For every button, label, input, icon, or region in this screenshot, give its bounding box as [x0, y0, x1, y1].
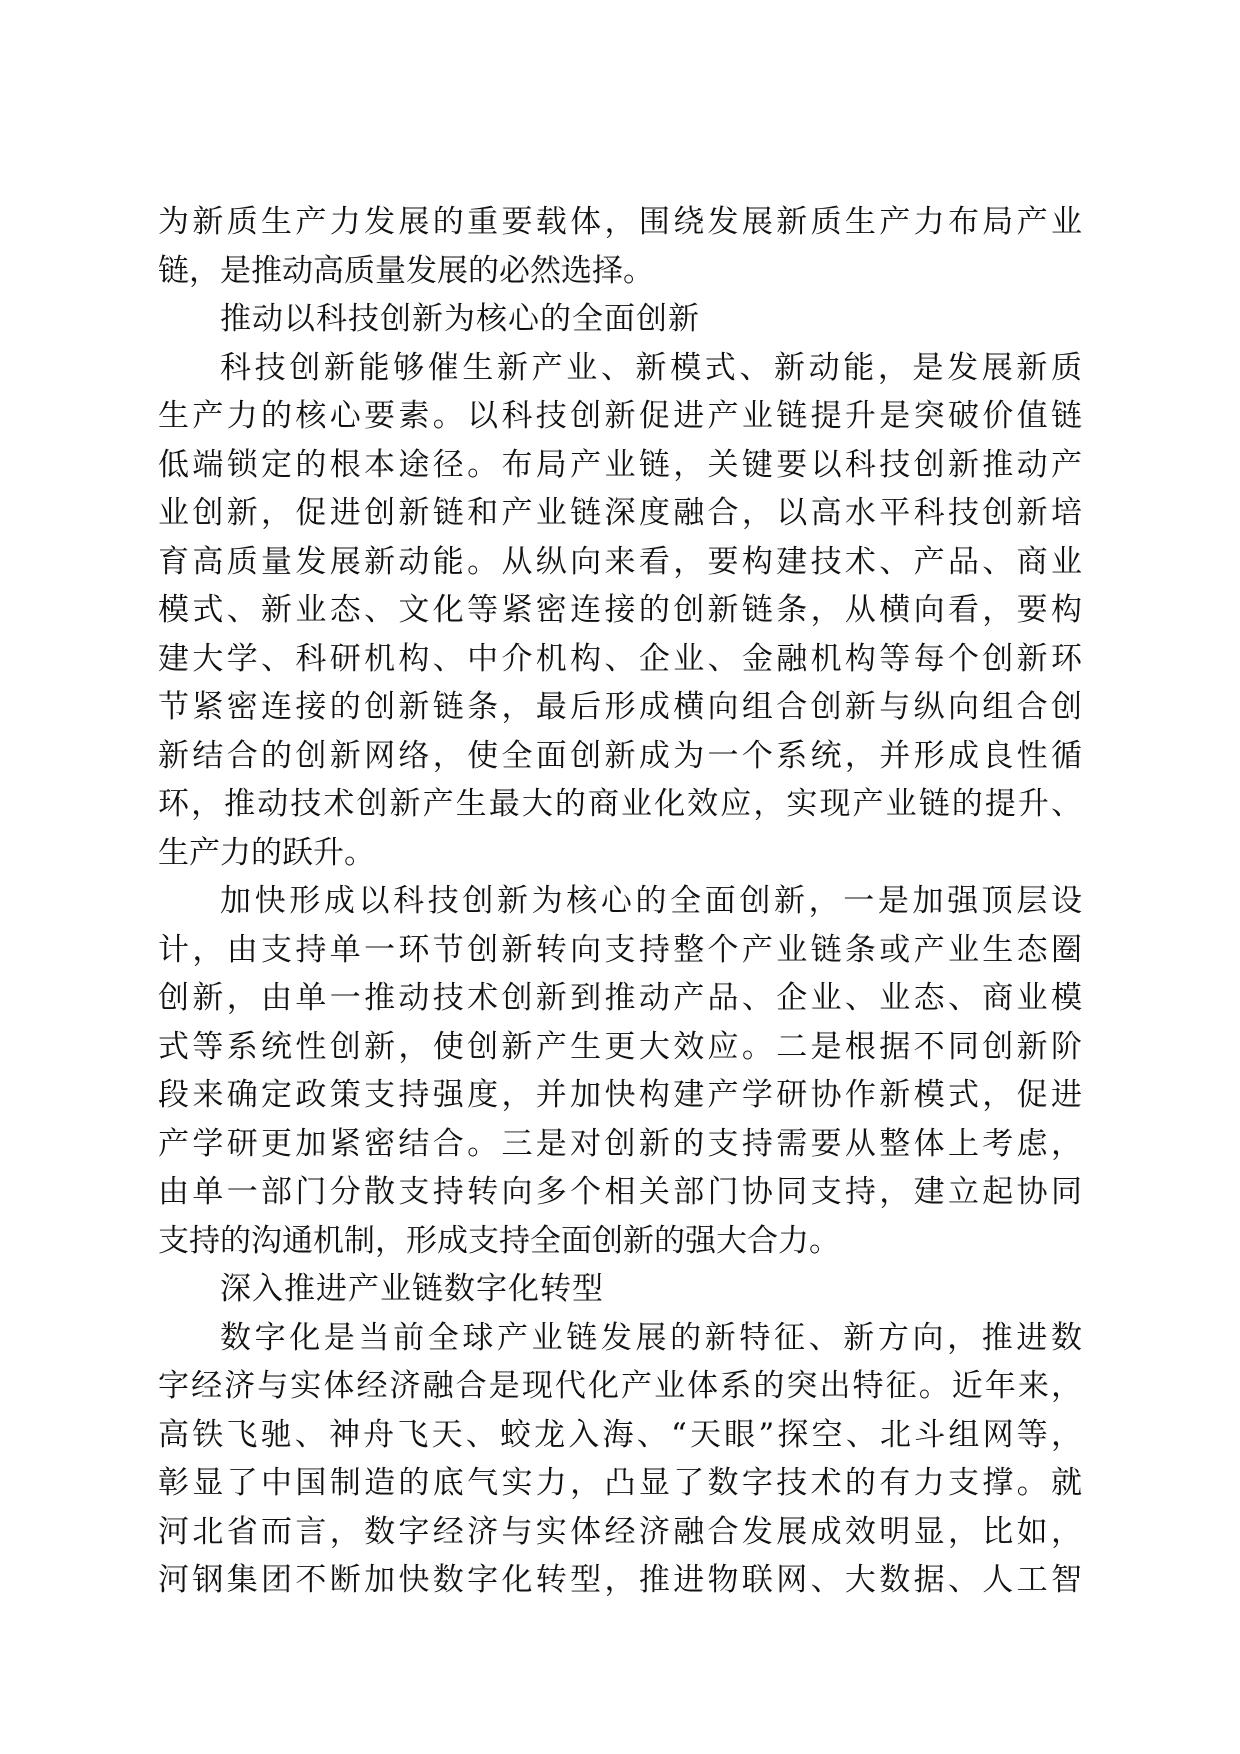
text-line: 河钢集团不断加快数字化转型，推进物联网、大数据、人工智	[158, 1562, 1082, 1598]
paragraph-4	[158, 1314, 1082, 1605]
text-line: 环，推动技术创新产生最大的商业化效应，实现产业链的提升、	[158, 786, 1082, 822]
text-line: 高铁飞驰、神舟飞天、蛟龙入海、“天眼”探空、北斗组网等，	[158, 1416, 1082, 1453]
paragraph-1	[158, 198, 1082, 295]
text-line: 节紧密连接的创新链条，最后形成横向组合创新与纵向组合创	[158, 689, 1082, 725]
text-line: 由单一部门分散支持转向多个相关部门协同支持，建立起协同	[158, 1174, 1082, 1210]
text-line: 新结合的创新网络，使全面创新成为一个系统，并形成良性循	[158, 737, 1082, 774]
text-line: 彰显了中国制造的底气实力，凸显了数字技术的有力支撑。就	[158, 1465, 1082, 1501]
text-line: 式等系统性创新，使创新产生更大效应。二是根据不同创新阶	[158, 1028, 1082, 1065]
text-line: 为新质生产力发展的重要载体，围绕发展新质生产力布局产业	[158, 204, 1082, 240]
text-line: 低端锁定的根本途径。布局产业链，关键要以科技创新推动产	[158, 446, 1082, 483]
text-line: 河北省而言，数字经济与实体经济融合发展成效明显，比如，	[158, 1513, 1082, 1550]
paragraph-3	[158, 877, 1082, 1265]
text-line: 生产力的跃升。	[158, 834, 375, 871]
paragraph-2	[158, 344, 1082, 878]
text-line: 产学研更加紧密结合。三是对创新的支持需要从整体上考虑，	[158, 1125, 1082, 1162]
section-heading-1: 推动以科技创新为核心的全面创新	[220, 301, 700, 337]
text-line: 创新，由单一推动技术创新到推动产品、企业、业态、商业模	[158, 980, 1082, 1016]
text-line: 育高质量发展新动能。从纵向来看，要构建技术、产品、商业	[158, 543, 1082, 580]
section-heading-2: 深入推进产业链数字化转型	[220, 1271, 604, 1307]
document-body	[158, 198, 1082, 1605]
text-line: 字经济与实体经济融合是现代化产业体系的突出特征。近年来，	[158, 1368, 1082, 1404]
text-line: 计，由支持单一环节创新转向支持整个产业链条或产业生态圈	[158, 931, 1082, 968]
text-line: 建大学、科研机构、中介机构、企业、金融机构等每个创新环	[158, 640, 1082, 677]
text-line: 支持的沟通机制，形成支持全面创新的强大合力。	[158, 1222, 840, 1259]
text-line: 模式、新业态、文化等紧密连接的创新链条，从横向看，要构	[158, 592, 1082, 628]
text-line: 链，是推动高质量发展的必然选择。	[158, 252, 654, 289]
text-line: 段来确定政策支持强度，并加快构建产学研协作新模式，促进	[158, 1077, 1082, 1113]
text-line: 科技创新能够催生新产业、新模式、新动能，是发展新质	[220, 349, 1082, 386]
text-line: 加快形成以科技创新为核心的全面创新，一是加强顶层设	[220, 883, 1082, 919]
text-line: 业创新，促进创新链和产业链深度融合，以高水平科技创新培	[158, 495, 1082, 531]
text-line: 生产力的核心要素。以科技创新促进产业链提升是突破价值链	[158, 398, 1082, 434]
text-line: 数字化是当前全球产业链发展的新特征、新方向，推进数	[220, 1319, 1082, 1356]
